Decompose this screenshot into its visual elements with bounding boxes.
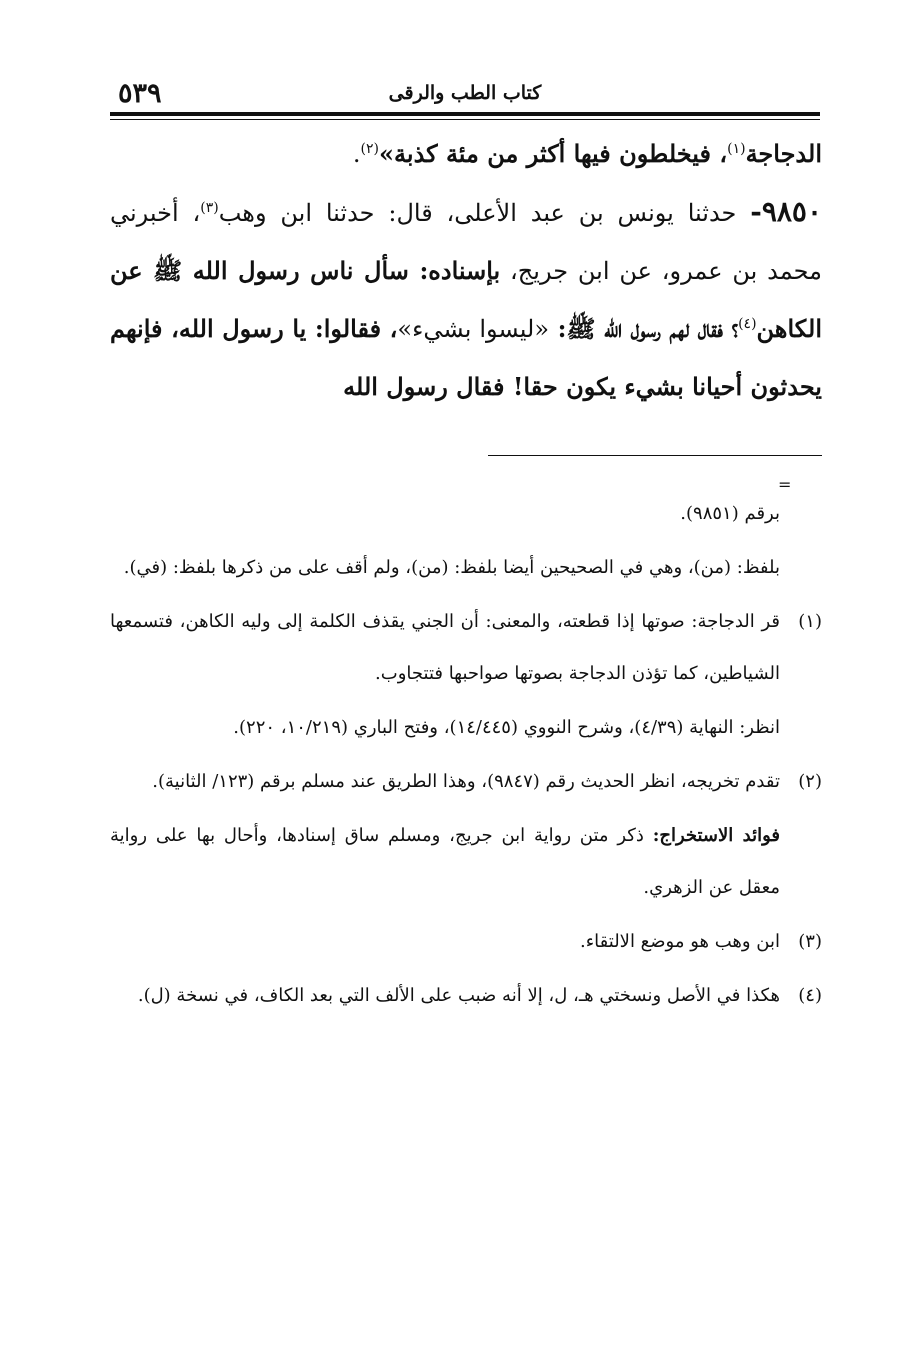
isnad-text: حدثنا يونس بن عبد الأعلى، قال: حدثنا ابن وهب (218, 199, 751, 227)
matn-text: ، فقالوا: يا رسول الله، فإنهم يحدثون أحيانا بشيء يكون حقا! فقال رسول الله (110, 314, 822, 401)
hadith-number: ٩٨٥٠- (750, 195, 822, 228)
text-bold: الدجاجة (745, 139, 822, 168)
footnote-ref-1: (١) (727, 141, 746, 157)
footnote-text: ابن وهب هو موضع الالتقاء. (579, 931, 780, 952)
footnote-label: (٣) (798, 931, 822, 952)
footnote-ref-4: (٤) (738, 316, 757, 332)
footnote-2 (110, 756, 822, 808)
footnote-1-reference: انظر: النهاية (٤/٣٩)، وشرح النووي (١٤/٤٤٥)، وفتح الباري (١٠/٢١٩، ٢٢٠). (233, 717, 780, 738)
benefit-label: فوائد الاستخراج: (652, 825, 780, 846)
running-title: كتاب الطب والرقى (388, 82, 542, 104)
footnote-separator (488, 455, 822, 456)
footnote-ref-3: (٣) (200, 200, 219, 216)
page-number: ٥٣٩ (118, 78, 162, 109)
paragraph-continuation (110, 125, 822, 183)
main-text (110, 125, 822, 416)
quote-text: «ليسوا بشيء» (397, 315, 550, 343)
footnote-continued: بلفظ: (من)، وهي في الصحيحين أيضا بلفظ: (من)، ولم أقف على من ذكرها بلفظ: (في). (123, 557, 780, 578)
footnote-label: (٢) (798, 771, 822, 792)
footnotes (110, 488, 822, 1024)
text-bold: ، فيخلطون فيها أكثر من مئة كذبة» (379, 139, 728, 168)
footnote-text: قر الدجاجة: صوتها إذا قطعته، والمعنى: أن الجني يقذف الكلمة إلى وليه الكاهن، فتسمعها الشياطين، كما تؤذن الدجاجة بصوتها صواحبها فتتجاوب. (110, 611, 780, 684)
hadith-paragraph (110, 183, 822, 416)
footnote-continuation-mark: = (778, 475, 792, 494)
isnad-text: ، أخبرني محمد بن عمرو، عن ابن جريج، (110, 199, 822, 285)
footnote-3 (110, 916, 822, 968)
footnote-label: (٤) (798, 985, 822, 1006)
footnote-1 (110, 596, 822, 700)
footnote-2-benefit (110, 810, 822, 914)
matn-text: بإسناده: سأل ناس رسول الله ﷺ عن الكاهن (110, 256, 823, 343)
header-rule-thin (110, 119, 820, 120)
footnote-4 (110, 970, 822, 1022)
footnote-continued: برقم (٩٨٥١). (680, 503, 780, 524)
benefit-text: ذكر متن رواية ابن جريج، ومسلم ساق إسنادها، وأحال بها على رواية معقل عن الزهري. (110, 825, 780, 898)
text-end: . (352, 140, 361, 168)
matn-text: ؟ فقال لهم رسول الله ﷺ: (549, 314, 739, 343)
footnote-label: (١) (798, 611, 822, 632)
footnote-text: تقدم تخريجه، انظر الحديث رقم (٩٨٤٧)، وهذا الطريق عند مسلم برقم (١٢٣/ الثانية). (152, 771, 780, 792)
footnote-ref-2: (٢) (360, 141, 380, 157)
footnote-text: هكذا في الأصل ونسختي هـ، ل، إلا أنه ضبب على الألف التي بعد الكاف، في نسخة (ل). (137, 985, 780, 1006)
page-header (110, 74, 820, 114)
header-rule-thick (110, 112, 820, 116)
